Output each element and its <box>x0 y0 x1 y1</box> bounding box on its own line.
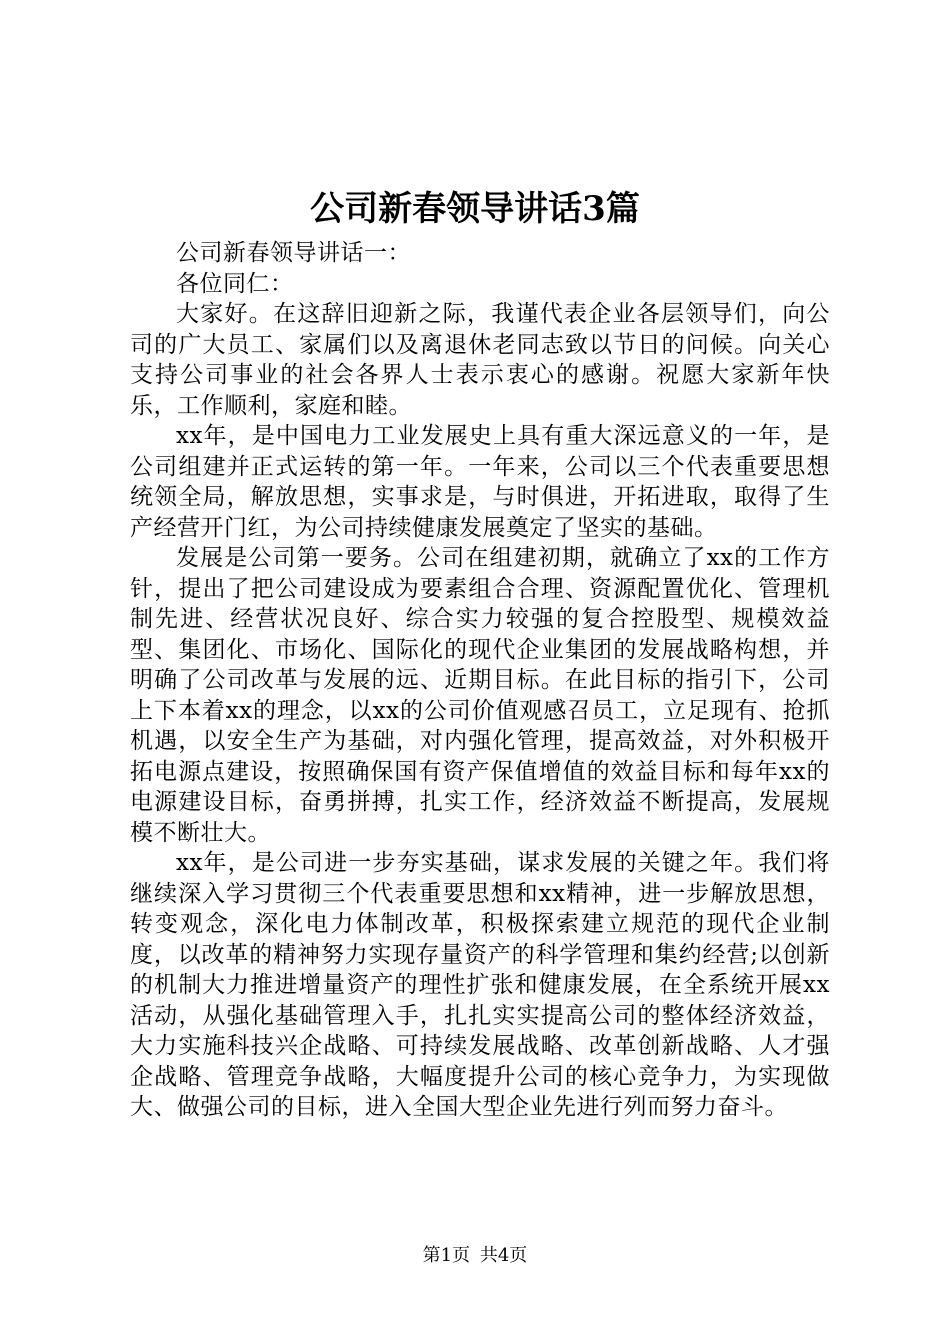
paragraph: 大家好。在这辞旧迎新之际，我谨代表企业各层领导们，向公司的广大员工、家属们以及离退休老同志致以节日的问候。向关心支持公司事业的社会各界人士表示衷心的感谢。祝愿大家新年快乐，工作顺利，家庭和睦。 <box>130 301 830 419</box>
document-body <box>130 238 830 1123</box>
page-footer <box>0 1243 950 1269</box>
paragraph: xx年，是公司进一步夯实基础，谋求发展的关键之年。我们将继续深入学习贯彻三个代表重要思想和xx精神，进一步解放思想，转变观念，深化电力体制改革，积极探索建立规范的现代企业制度，以改革的精神努力实现存量资产的科学管理和集约经营;以创新的机制大力推进增量资产的理性扩张和健康发展，在全系统开展xx活动，从强化基础管理入手，扎扎实实提高公司的整体经济效益，大力实施科技兴企战略、可持续发展战略、改革创新战略、人才强企战略、管理竞争战略，大幅度提升公司的核心竞争力，为实现做大、做强公司的目标，进入全国大型企业先进行列而努力奋斗。 <box>130 850 830 1120</box>
document-title: 公司新春领导讲话3篇 <box>310 189 640 229</box>
paragraph: 各位同仁： <box>176 270 294 297</box>
page-number-current: 第1页 <box>422 1245 471 1266</box>
paragraph: 公司新春领导讲话一： <box>176 240 411 266</box>
page-number-total: 共4页 <box>479 1245 528 1266</box>
paragraph: xx年，是中国电力工业发展史上具有重大深远意义的一年，是公司组建并正式运转的第一年。一年来，公司以三个代表重要思想统领全局，解放思想，实事求是，与时俱进，开拓进取，取得了生产经营开门红，为公司持续健康发展奠定了坚实的基础。 <box>130 423 830 541</box>
paragraph: 发展是公司第一要务。公司在组建初期，就确立了xx的工作方针，提出了把公司建设成为要素组合合理、资源配置优化、管理机制先进、经营状况良好、综合实力较强的复合控股型、规模效益型、集团化、市场化、国际化的现代企业集团的发展战略构想，并明确了公司改革与发展的远、近期目标。在此目标的指引下，公司上下本着xx的理念，以xx的公司价值观感召员工，立足现有、抢抓机遇，以安全生产为基础，对内强化管理，提高效益，对外积极开拓电源点建设，按照确保国有资产保值增值的效益目标和每年xx的电源建设目标，奋勇拼搏，扎实工作，经济效益不断提高，发展规模不断壮大。 <box>130 545 830 846</box>
